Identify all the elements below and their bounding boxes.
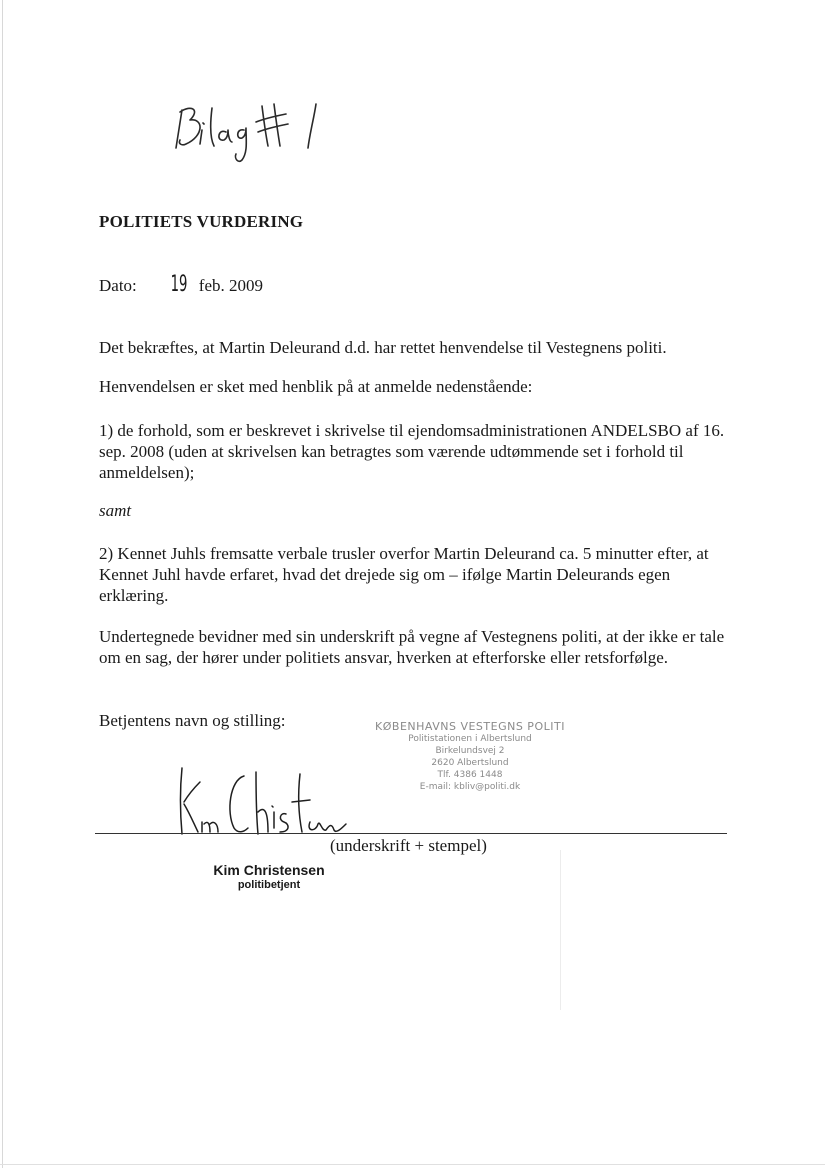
stamp-line: Tlf. 4386 1448 xyxy=(437,770,503,780)
stamp-line: E-mail: kbliv@politi.dk xyxy=(419,782,521,792)
stamp-line: 2620 Albertslund xyxy=(431,758,509,768)
signature-line xyxy=(95,833,727,834)
page-bottom-edge xyxy=(0,1164,825,1165)
attestation-paragraph: Undertegnede bevidner med sin underskrift på vegne af Vestegnens politi, at der ikke er tale om en sag, der hører under politiets ansvar, hverken at efterforske eller retsforfølge. xyxy=(99,627,725,667)
handwritten-signature xyxy=(160,762,350,840)
date-row xyxy=(99,272,263,297)
officer-name-stamp xyxy=(205,862,333,891)
document-heading: POLITIETS VURDERING xyxy=(99,212,304,231)
page-left-edge xyxy=(2,0,3,1168)
handwritten-annotation xyxy=(170,96,340,166)
samt-word: samt xyxy=(99,501,132,520)
police-stamp xyxy=(360,720,580,793)
stamp-line: Politistationen i Albertslund xyxy=(408,734,532,744)
date-month-year: feb. 2009 xyxy=(198,276,263,295)
stamp-title: KØBENHAVNS VESTEGNS POLITI xyxy=(375,720,565,733)
purpose-paragraph: Henvendelsen er sket med henblik på at anmelde nedenstående: xyxy=(99,377,533,396)
signature-caption: (underskrift + stempel) xyxy=(330,836,487,855)
confirmation-paragraph: Det bekræftes, at Martin Deleurand d.d. har rettet henvendelse til Vestegnens politi. xyxy=(99,338,667,357)
officer-label: Betjentens navn og stilling: xyxy=(99,711,286,730)
officer-name: Kim Christensen xyxy=(213,862,325,878)
date-label: Dato: xyxy=(99,276,137,295)
officer-title: politibetjent xyxy=(237,879,301,891)
date-day-handwritten: 19 xyxy=(170,272,188,297)
stamp-line: Birkelundsvej 2 xyxy=(435,746,505,756)
item-2-paragraph: 2) Kennet Juhls fremsatte verbale trusler overfor Martin Deleurand ca. 5 minutter efter, at Kennet Juhl havde erfaret, hvad det drejede sig om – ifølge Martin Deleurands egen erklæring. xyxy=(99,544,709,605)
item-1-paragraph: 1) de forhold, som er beskrevet i skrivelse til ejendomsadministrationen ANDELSBO af 16. sep. 2008 (uden at skrivelsen kan betragtes som værende udtømmende set i forhold til anmeldelsen); xyxy=(99,421,725,482)
scan-artifact xyxy=(560,850,561,1010)
